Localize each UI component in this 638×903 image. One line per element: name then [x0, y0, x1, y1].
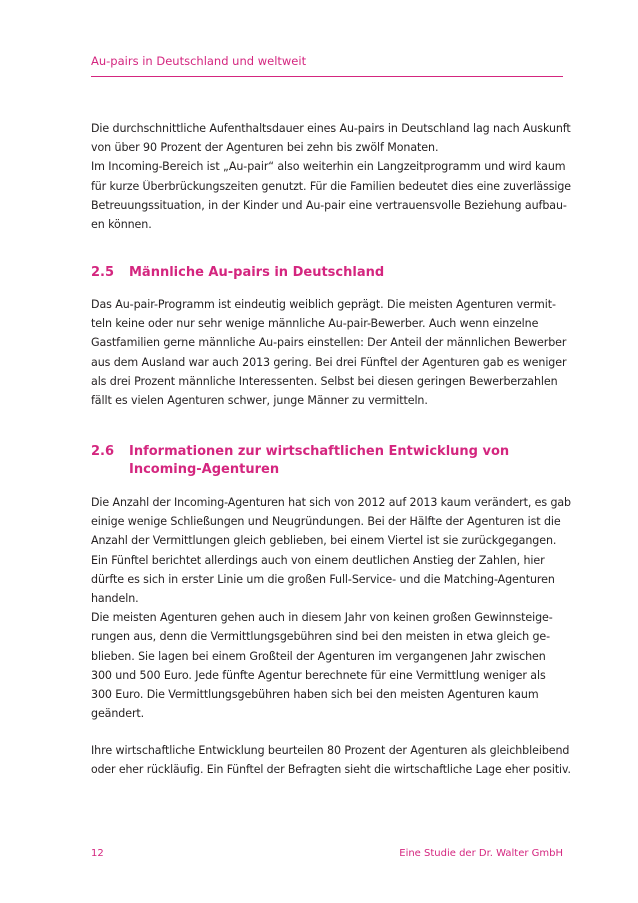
running-header-title: Au-pairs in Deutschland und weltweit	[91, 54, 307, 68]
text-line: Gastfamilien gerne männliche Au-pairs einstellen: Der Anteil der männlichen Bewerber	[91, 336, 567, 350]
text-line: von über 90 Prozent der Agenturen bei zehn bis zwölf Monaten.	[91, 141, 439, 155]
text-line: rungen aus, denn die Vermittlungsgebühren sind bei den meisten in etwa gleich ge-	[91, 630, 551, 644]
section-2-5-paragraph	[91, 295, 571, 410]
text-line: Die Anzahl der Incoming-Agenturen hat sich von 2012 auf 2013 kaum verändert, es gab	[91, 496, 571, 509]
text-line: Ihre wirtschaftliche Entwicklung beurteilen 80 Prozent der Agenturen als gleichbleibend	[91, 744, 570, 757]
text-line: handeln.	[91, 592, 139, 606]
text-line: fällt es vielen Agenturen schwer, junge Männer zu vermitteln.	[91, 394, 428, 408]
section-title-line: Informationen zur wirtschaftlichen Entwicklung von	[129, 444, 510, 459]
text-line: aus dem Ausland war auch 2013 gering. Bei drei Fünftel der Agenturen gab es weniger	[91, 355, 567, 369]
section-2-6-closing-paragraph	[91, 741, 571, 779]
text-line: Ein Fünftel berichtet allerdings auch von einem deutlichen Anstieg der Zahlen, hier	[91, 553, 545, 567]
text-line: Die meisten Agenturen gehen auch in diesem Jahr von keinen großen Gewinnsteige-	[91, 611, 553, 625]
text-line: dürfte es sich in erster Linie um die großen Full-Service- und die Matching-Agenturen	[91, 572, 555, 586]
text-line: oder eher rückläufig. Ein Fünftel der Befragten sieht die wirtschaftliche Lage eher positiv.	[91, 763, 571, 777]
section-title: Männliche Au-pairs in Deutschland	[129, 265, 385, 280]
text-line: blieben. Sie lagen bei einem Großteil der Agenturen im vergangenen Jahr zwischen	[91, 649, 546, 663]
text-line: 300 Euro. Die Vermittlungsgebühren haben sich bei den meisten Agenturen kaum	[91, 688, 539, 702]
text-line: Anzahl der Vermittlungen gleich geblieben, bei einem Viertel ist sie zurückgegangen.	[91, 534, 557, 548]
section-title-line: Incoming-Agenturen	[129, 462, 280, 477]
text-line: 300 und 500 Euro. Jede fünfte Agentur berechnete für eine Vermittlung weniger als	[91, 668, 546, 682]
section-title	[129, 443, 509, 479]
text-line: Das Au-pair-Programm ist eindeutig weiblich geprägt. Die meisten Agenturen vermit-	[91, 298, 556, 311]
text-line: Die durchschnittliche Aufenthaltsdauer eines Au-pairs in Deutschland lag nach Auskunft	[91, 122, 571, 135]
section-number: 2.5	[91, 265, 115, 280]
header-divider	[91, 76, 563, 77]
text-line: Im Incoming-Bereich ist „Au-pair“ also weiterhin ein Langzeitprogramm und wird kaum	[91, 160, 566, 174]
text-line: teln keine oder nur sehr wenige männliche Au-pair-Bewerber. Auch wenn einzelne	[91, 317, 539, 331]
text-line: als drei Prozent männliche Interessenten. Selbst bei diesen geringen Bewerberzahlen	[91, 374, 558, 388]
text-line: en können.	[91, 218, 152, 232]
text-line: geändert.	[91, 707, 145, 721]
page-number: 12	[91, 848, 104, 859]
intro-paragraph	[91, 119, 571, 234]
footer-credit: Eine Studie der Dr. Walter GmbH	[399, 848, 563, 859]
text-line: für kurze Überbrückungszeiten genutzt. Für die Familien bedeutet dies eine zuverlässige	[91, 179, 571, 193]
section-2-6-paragraph	[91, 493, 571, 723]
text-line: Betreuungssituation, in der Kinder und Au-pair eine vertrauensvolle Beziehung aufbau-	[91, 198, 567, 212]
text-line: einige wenige Schließungen und Neugründungen. Bei der Hälfte der Agenturen ist die	[91, 515, 561, 529]
section-number: 2.6	[91, 444, 115, 459]
